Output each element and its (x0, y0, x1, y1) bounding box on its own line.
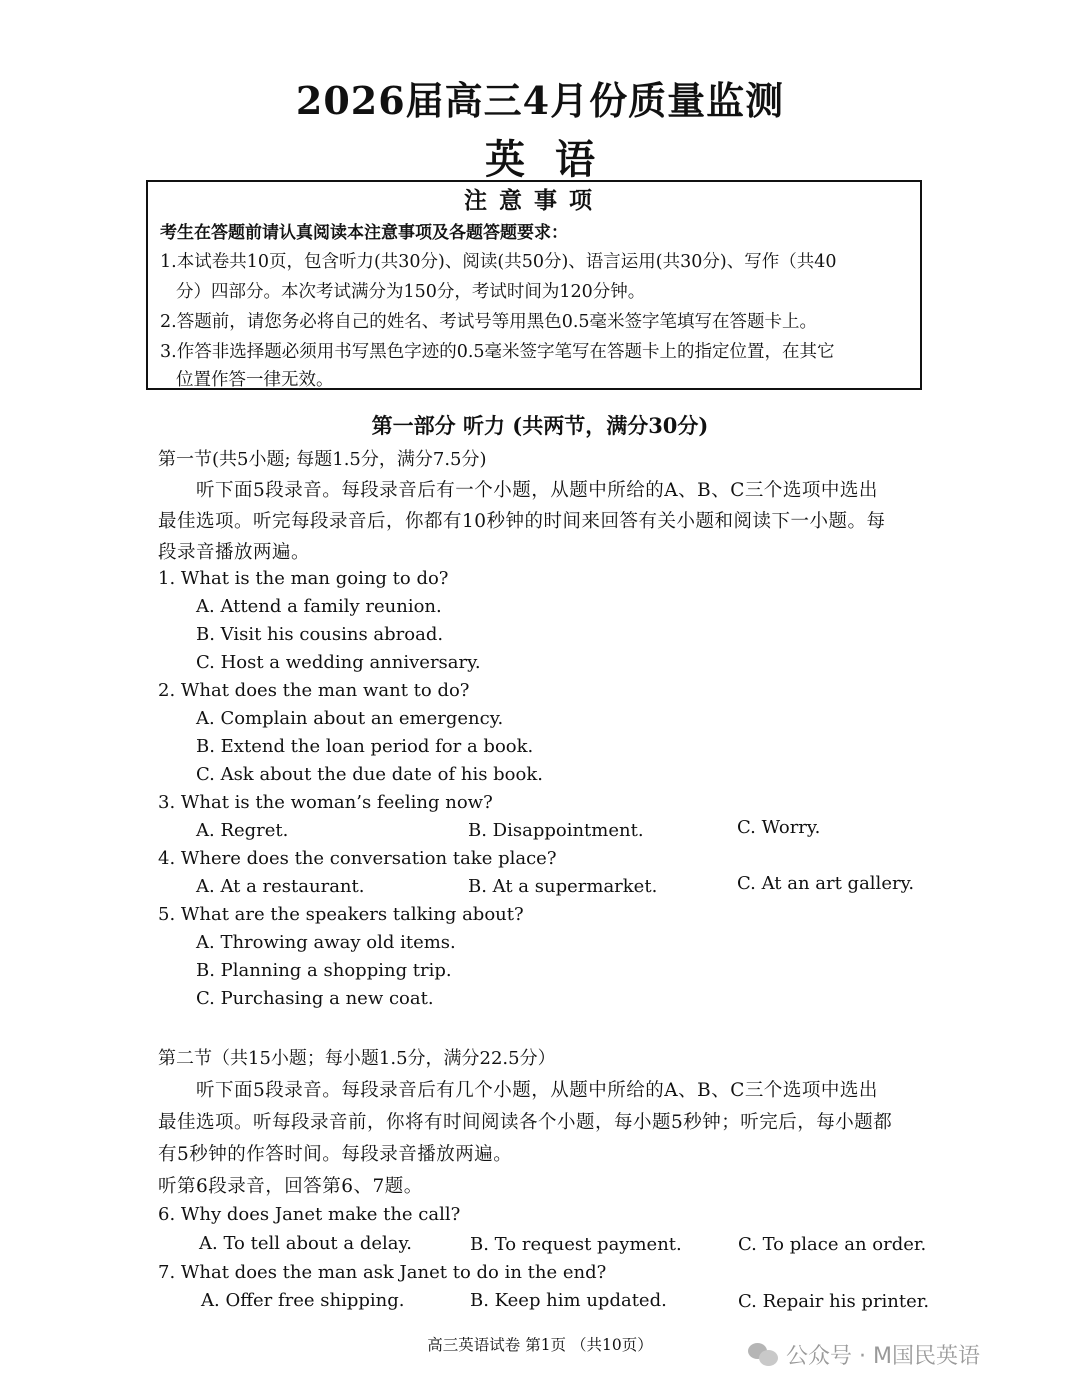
notice-box (146, 180, 922, 390)
option: B. Disappointment. (468, 820, 644, 841)
option: B. Planning a shopping trip. (196, 960, 452, 981)
option: B. Extend the loan period for a book. (196, 736, 534, 757)
option: A. Offer free shipping. (201, 1290, 405, 1311)
option: A. At a restaurant. (196, 876, 365, 897)
notice-line: 2.答题前，请您务必将自己的姓名、考试号等用黑色0.5毫米签字笔填写在答题卡上。 (160, 312, 818, 332)
option: C. Repair his printer. (738, 1291, 930, 1312)
notice-line: 1.本试卷共10页，包含听力(共30分)、阅读(共50分)、语言运用(共30分)、写作（共40 (160, 252, 837, 272)
question-5: 5. What are the speakers talking about? (158, 904, 524, 925)
question-4: 4. Where does the conversation take place? (158, 848, 557, 869)
question-1: 1. What is the man going to do? (158, 568, 449, 589)
section1-heading: 第一节(共5小题; 每题1.5分，满分7.5分) (158, 449, 487, 470)
option: C. To place an order. (738, 1234, 927, 1255)
instruction-line: 有5秒钟的作答时间。每段录音播放两遍。 (158, 1144, 513, 1165)
wechat-icon (748, 1341, 778, 1367)
part-heading: 第一部分 听力 (共两节，满分30分) (371, 413, 709, 438)
question-3: 3. What is the woman’s feeling now? (158, 792, 493, 813)
section2-heading: 第二节（共15小题；每小题1.5分，满分22.5分） (158, 1048, 556, 1069)
option: A. Attend a family reunion. (196, 596, 442, 617)
instruction-line: 段录音播放两遍。 (158, 542, 311, 563)
exam-title: 2026届高三4月份质量监测 (295, 78, 785, 123)
notice-title: 注意事项 (464, 187, 604, 214)
option: B. Keep him updated. (470, 1290, 667, 1311)
instruction-line: 最佳选项。听每段录音前，你将有时间阅读各个小题，每小题5秒钟；听完后，每小题都 (158, 1112, 893, 1133)
notice-line: 位置作答一律无效。 (176, 370, 334, 390)
notice-intro: 考生在答题前请认真阅读本注意事项及各题答题要求： (160, 223, 568, 243)
option: C. Ask about the due date of his book. (196, 764, 543, 785)
option: C. At an art gallery. (737, 873, 915, 894)
notice-line: 分）四部分。本次考试满分为150分，考试时间为120分钟。 (176, 282, 646, 302)
option: A. To tell about a delay. (199, 1233, 412, 1254)
subject-title: 英语 (485, 136, 625, 183)
question-6: 6. Why does Janet make the call? (158, 1204, 461, 1225)
option: A. Regret. (196, 820, 289, 841)
option: B. Visit his cousins abroad. (196, 624, 444, 645)
option: C. Host a wedding anniversary. (196, 652, 481, 673)
option: C. Worry. (737, 817, 821, 838)
notice-line: 3.作答非选择题必须用书写黑色字迹的0.5毫米签字笔写在答题卡上的指定位置，在其它 (160, 342, 835, 362)
question-2: 2. What does the man want to do? (158, 680, 470, 701)
watermark (748, 1336, 980, 1372)
instruction-line: 最佳选项。听完每段录音后，你都有10秒钟的时间来回答有关小题和阅读下一小题。每 (158, 511, 886, 532)
audio-instruction: 听第6段录音，回答第6、7题。 (158, 1176, 423, 1197)
option: C. Purchasing a new coat. (196, 988, 434, 1009)
option: A. Complain about an emergency. (196, 708, 504, 729)
option: A. Throwing away old items. (196, 932, 456, 953)
option: B. At a supermarket. (468, 876, 658, 897)
instruction-line: 听下面5段录音。每段录音后有一个小题，从题中所给的A、B、C三个选项中选出 (196, 480, 878, 501)
watermark-text: 公众号 · M国民英语 (786, 1343, 980, 1369)
option: B. To request payment. (470, 1234, 682, 1255)
instruction-line: 听下面5段录音。每段录音后有几个小题，从题中所给的A、B、C三个选项中选出 (196, 1080, 878, 1101)
page-footer: 高三英语试卷 第1页 （共10页） (427, 1336, 653, 1354)
question-7: 7. What does the man ask Janet to do in the end? (158, 1262, 607, 1283)
